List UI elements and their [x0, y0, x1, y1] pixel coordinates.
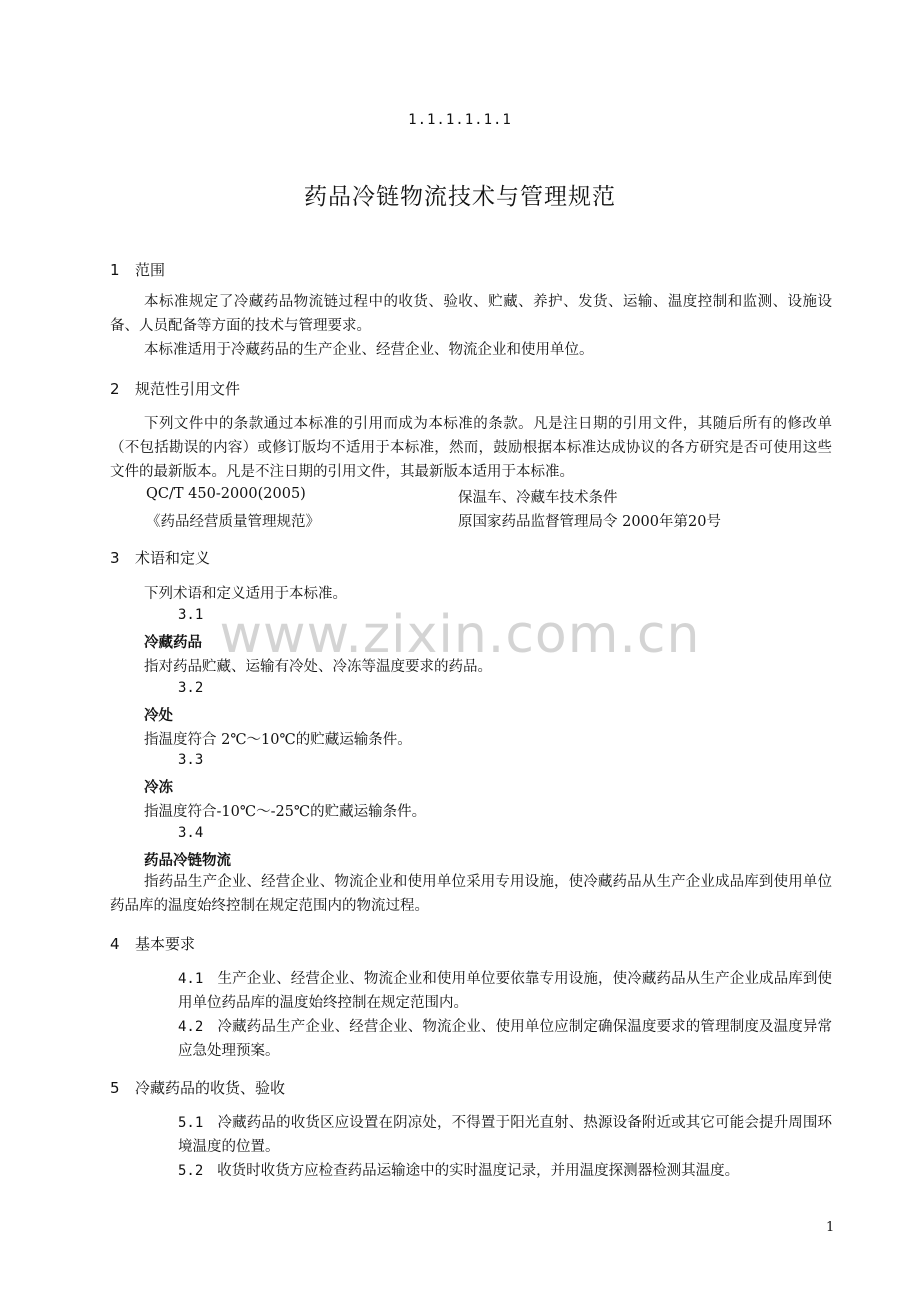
section-2-paragraph: 下列文件中的条款通过本标准的引用而成为本标准的条款。凡是注日期的引用文件，其随后所有的修改单（不包括勘误的内容）或修订版均不适用于本标准，然而，鼓励根据本标准达成协议的各方研究是否可使用这些文件的最新版本。凡是不注日期的引用文件，其最新版本适用于本标准。: [110, 416, 832, 480]
section-1-paragraph-2: 本标准适用于冷藏药品的生产企业、经营企业、物流企业和使用单位。: [144, 342, 594, 358]
section-title: 冷藏药品的收货、验收: [135, 1079, 286, 1097]
section-1-heading: [110, 259, 165, 280]
clause-text: 冷藏药品生产企业、经营企业、物流企业、使用单位应制定确保温度要求的管理制度及温度异常应急处理预案。: [178, 1019, 833, 1059]
clause-text: 生产企业、经营企业、物流企业和使用单位要依靠专用设施，使冷藏药品从生产企业成品库到使用单位药品库的温度始终控制在规定范围内。: [178, 971, 833, 1011]
term-definition: 指药品生产企业、经营企业、物流企业和使用单位采用专用设施，使冷藏药品从生产企业成品库到使用单位药品库的温度始终控制在规定范围内的物流过程。: [110, 874, 832, 914]
term-name: 药品冷链物流: [144, 853, 231, 869]
clause-text: 冷藏药品的收货区应设置在阴凉处，不得置于阳光直射、热源设备附近或其它可能会提升周围环境温度的位置。: [178, 1115, 833, 1155]
section-number: 1: [110, 261, 120, 279]
clause: [178, 1159, 832, 1183]
section-number: 4: [110, 935, 120, 953]
section-3-intro: 下列术语和定义适用于本标准。: [144, 586, 347, 602]
term-definition: 指温度符合 2℃～10℃的贮藏运输条件。: [144, 732, 412, 748]
term-name: 冷冻: [144, 780, 173, 796]
watermark: www.zixin.com.cn: [219, 605, 701, 665]
section-title: 基本要求: [135, 935, 196, 953]
section-number: 2: [110, 380, 120, 398]
clause-text: 收货时收货方应检查药品运输途中的实时温度记录，并用温度探测器检测其温度。: [217, 1163, 740, 1179]
section-number: 5: [110, 1079, 120, 1097]
section-1-paragraph-1: 本标准规定了冷藏药品物流链过程中的收货、验收、贮藏、养护、发货、运输、温度控制和监测、设施设备、人员配备等方面的技术与管理要求。: [110, 294, 832, 334]
header-number: 1.1.1.1.1.1: [408, 112, 512, 128]
section-number: 3: [110, 549, 120, 567]
term-definition: 指温度符合-10℃～-25℃的贮藏运输条件。: [144, 804, 427, 820]
reference-description: 原国家药品监督管理局令 2000年第20号: [458, 514, 721, 530]
section-title: 范围: [135, 261, 166, 279]
clause-number: 5.2: [178, 1163, 204, 1179]
section-title: 规范性引用文件: [135, 380, 241, 398]
page-number: 1: [826, 1220, 835, 1235]
term-number: 3.4: [178, 825, 204, 841]
section-3-heading: [110, 547, 210, 568]
term-name: 冷处: [144, 708, 173, 724]
reference-description: 保温车、冷藏车技术条件: [458, 490, 618, 506]
term-definition: 指对药品贮藏、运输有冷处、冷冻等温度要求的药品。: [144, 659, 492, 675]
section-2-heading: [110, 378, 240, 399]
reference-code: 《药品经营质量管理规范》: [146, 514, 320, 530]
section-4-heading: [110, 933, 195, 954]
clause-number: 5.1: [178, 1115, 204, 1131]
clause-number: 4.1: [178, 971, 204, 987]
term-name: 冷藏药品: [144, 635, 202, 651]
document-title: 药品冷链物流技术与管理规范: [304, 184, 616, 210]
term-number: 3.2: [178, 680, 204, 696]
clause-number: 4.2: [178, 1019, 204, 1035]
term-number: 3.3: [178, 752, 204, 768]
term-number: 3.1: [178, 607, 204, 623]
clause: [178, 967, 832, 1015]
section-5-heading: [110, 1077, 285, 1098]
reference-code: QC/T 450-2000(2005): [146, 486, 306, 502]
section-title: 术语和定义: [135, 549, 211, 567]
clause: [178, 1111, 832, 1159]
clause: [178, 1015, 832, 1063]
